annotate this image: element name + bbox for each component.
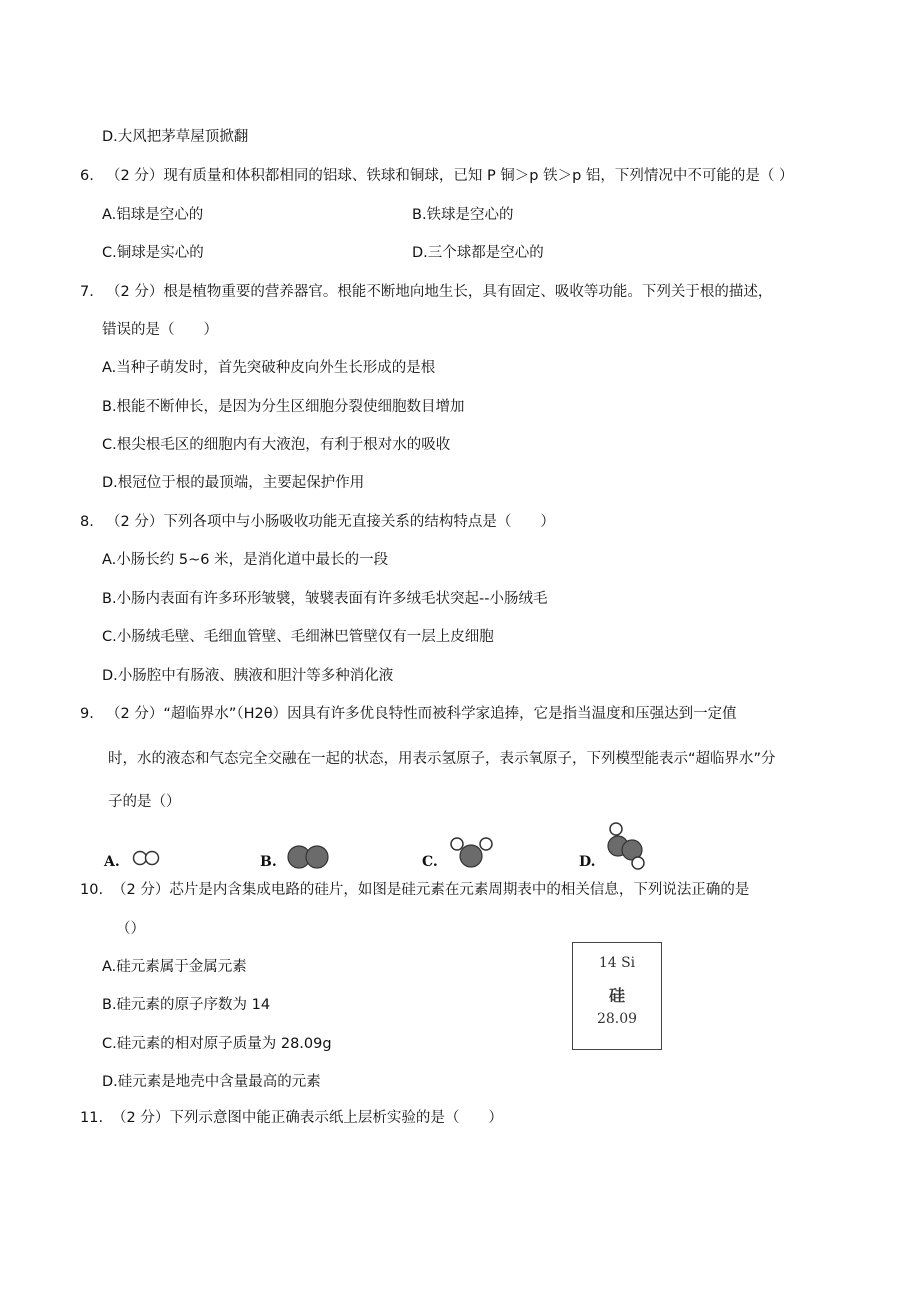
q5-option-d: D.大风把茅草屋顶掀翻 [102,129,249,145]
q8-option-d: D.小肠腔中有肠液、胰液和胆汁等多种消化液 [102,668,394,684]
q11-stem: （2 分）下列示意图中能正确表示纸上层析实验的是（ ） [112,1110,503,1126]
model-c-water-molecule-icon [449,834,499,870]
q9-stem-line1: （2 分）“超临界水”（H2θ）因具有许多优良特性而被科学家追捧，它是指当温度和压强达到一定值 [106,706,737,722]
q6-option-d: D.三个球都是空心的 [412,245,544,261]
q7-option-d: D.根冠位于根的最顶端，主要起保护作用 [102,475,365,491]
q6-stem: （2 分）现有质量和体积都相同的铝球、铁球和铜球，已知 P 铜＞p 铁＞p 铝，下列情况中不可能的是（ ） [106,168,794,184]
q10-option-a: A.硅元素属于金属元素 [102,959,247,975]
q7-number: 7. [80,284,94,300]
q7-stem-line2: 错误的是（ ） [102,322,218,338]
q10-option-c: C.硅元素的相对原子质量为 28.09g [102,1036,332,1052]
element-name: 硅 [608,986,625,1005]
q9-label-c: C. [422,854,438,870]
model-b-two-oxygen-icon [287,842,333,872]
element-number-symbol: 14 Si [598,955,636,971]
q7-option-b: B.根能不断伸长，是因为分生区细胞分裂使细胞数目增加 [102,399,465,415]
q10-number: 10. [80,882,104,898]
silicon-element-card [572,942,662,1050]
q7-option-a: A.当种子萌发时，首先突破种皮向外生长形成的是根 [102,360,436,376]
q8-stem: （2 分）下列各项中与小肠吸收功能无直接关系的结构特点是（ ） [106,514,555,530]
q10-stem-line2: （） [116,921,145,937]
q8-option-c: C.小肠绒毛壁、毛细血管壁、毛细淋巴管壁仅有一层上皮细胞 [102,629,494,645]
q10-option-b: B.硅元素的原子序数为 14 [102,997,271,1013]
q6-number: 6. [80,168,94,184]
element-atomic-mass: 28.09 [596,1011,638,1027]
q6-option-a: A.铝球是空心的 [102,207,204,223]
q6-option-c: C.铜球是实心的 [102,245,204,261]
q7-option-c: C.根尖根毛区的细胞内有大液泡，有利于根对水的吸收 [102,437,451,453]
q8-number: 8. [80,514,94,530]
q10-stem-line1: （2 分）芯片是内含集成电路的硅片，如图是硅元素在元素周期表中的相关信息，下列说法正确的是 [112,882,750,898]
q8-option-b: B.小肠内表面有许多环形皱襞，皱襞表面有许多绒毛状突起--小肠绒毛 [102,591,548,607]
q11-number: 11. [80,1110,104,1126]
q7-stem-line1: （2 分）根是植物重要的营养器官。根能不断地向地生长，具有固定、吸收等功能。下列关于根的描述， [106,284,773,300]
q9-stem-line3: 子的是（） [108,794,181,810]
q8-option-a: A.小肠长约 5~6 米，是消化道中最长的一段 [102,552,389,568]
q9-label-d: D. [579,854,596,870]
q6-option-b: B.铁球是空心的 [412,207,514,223]
q9-stem-line2: 时，水的液态和气态完全交融在一起的状态，用表示氢原子，表示氧原子，下列模型能表示“超临界水”分 [108,751,776,767]
q10-option-d: D.硅元素是地壳中含量最高的元素 [102,1074,321,1090]
model-d-hydrogen-peroxide-icon [604,820,654,870]
q9-label-b: B. [260,854,277,870]
q9-label-a: A. [104,854,120,870]
model-a-two-hydrogen-icon [132,848,162,868]
q9-number: 9. [80,706,94,722]
